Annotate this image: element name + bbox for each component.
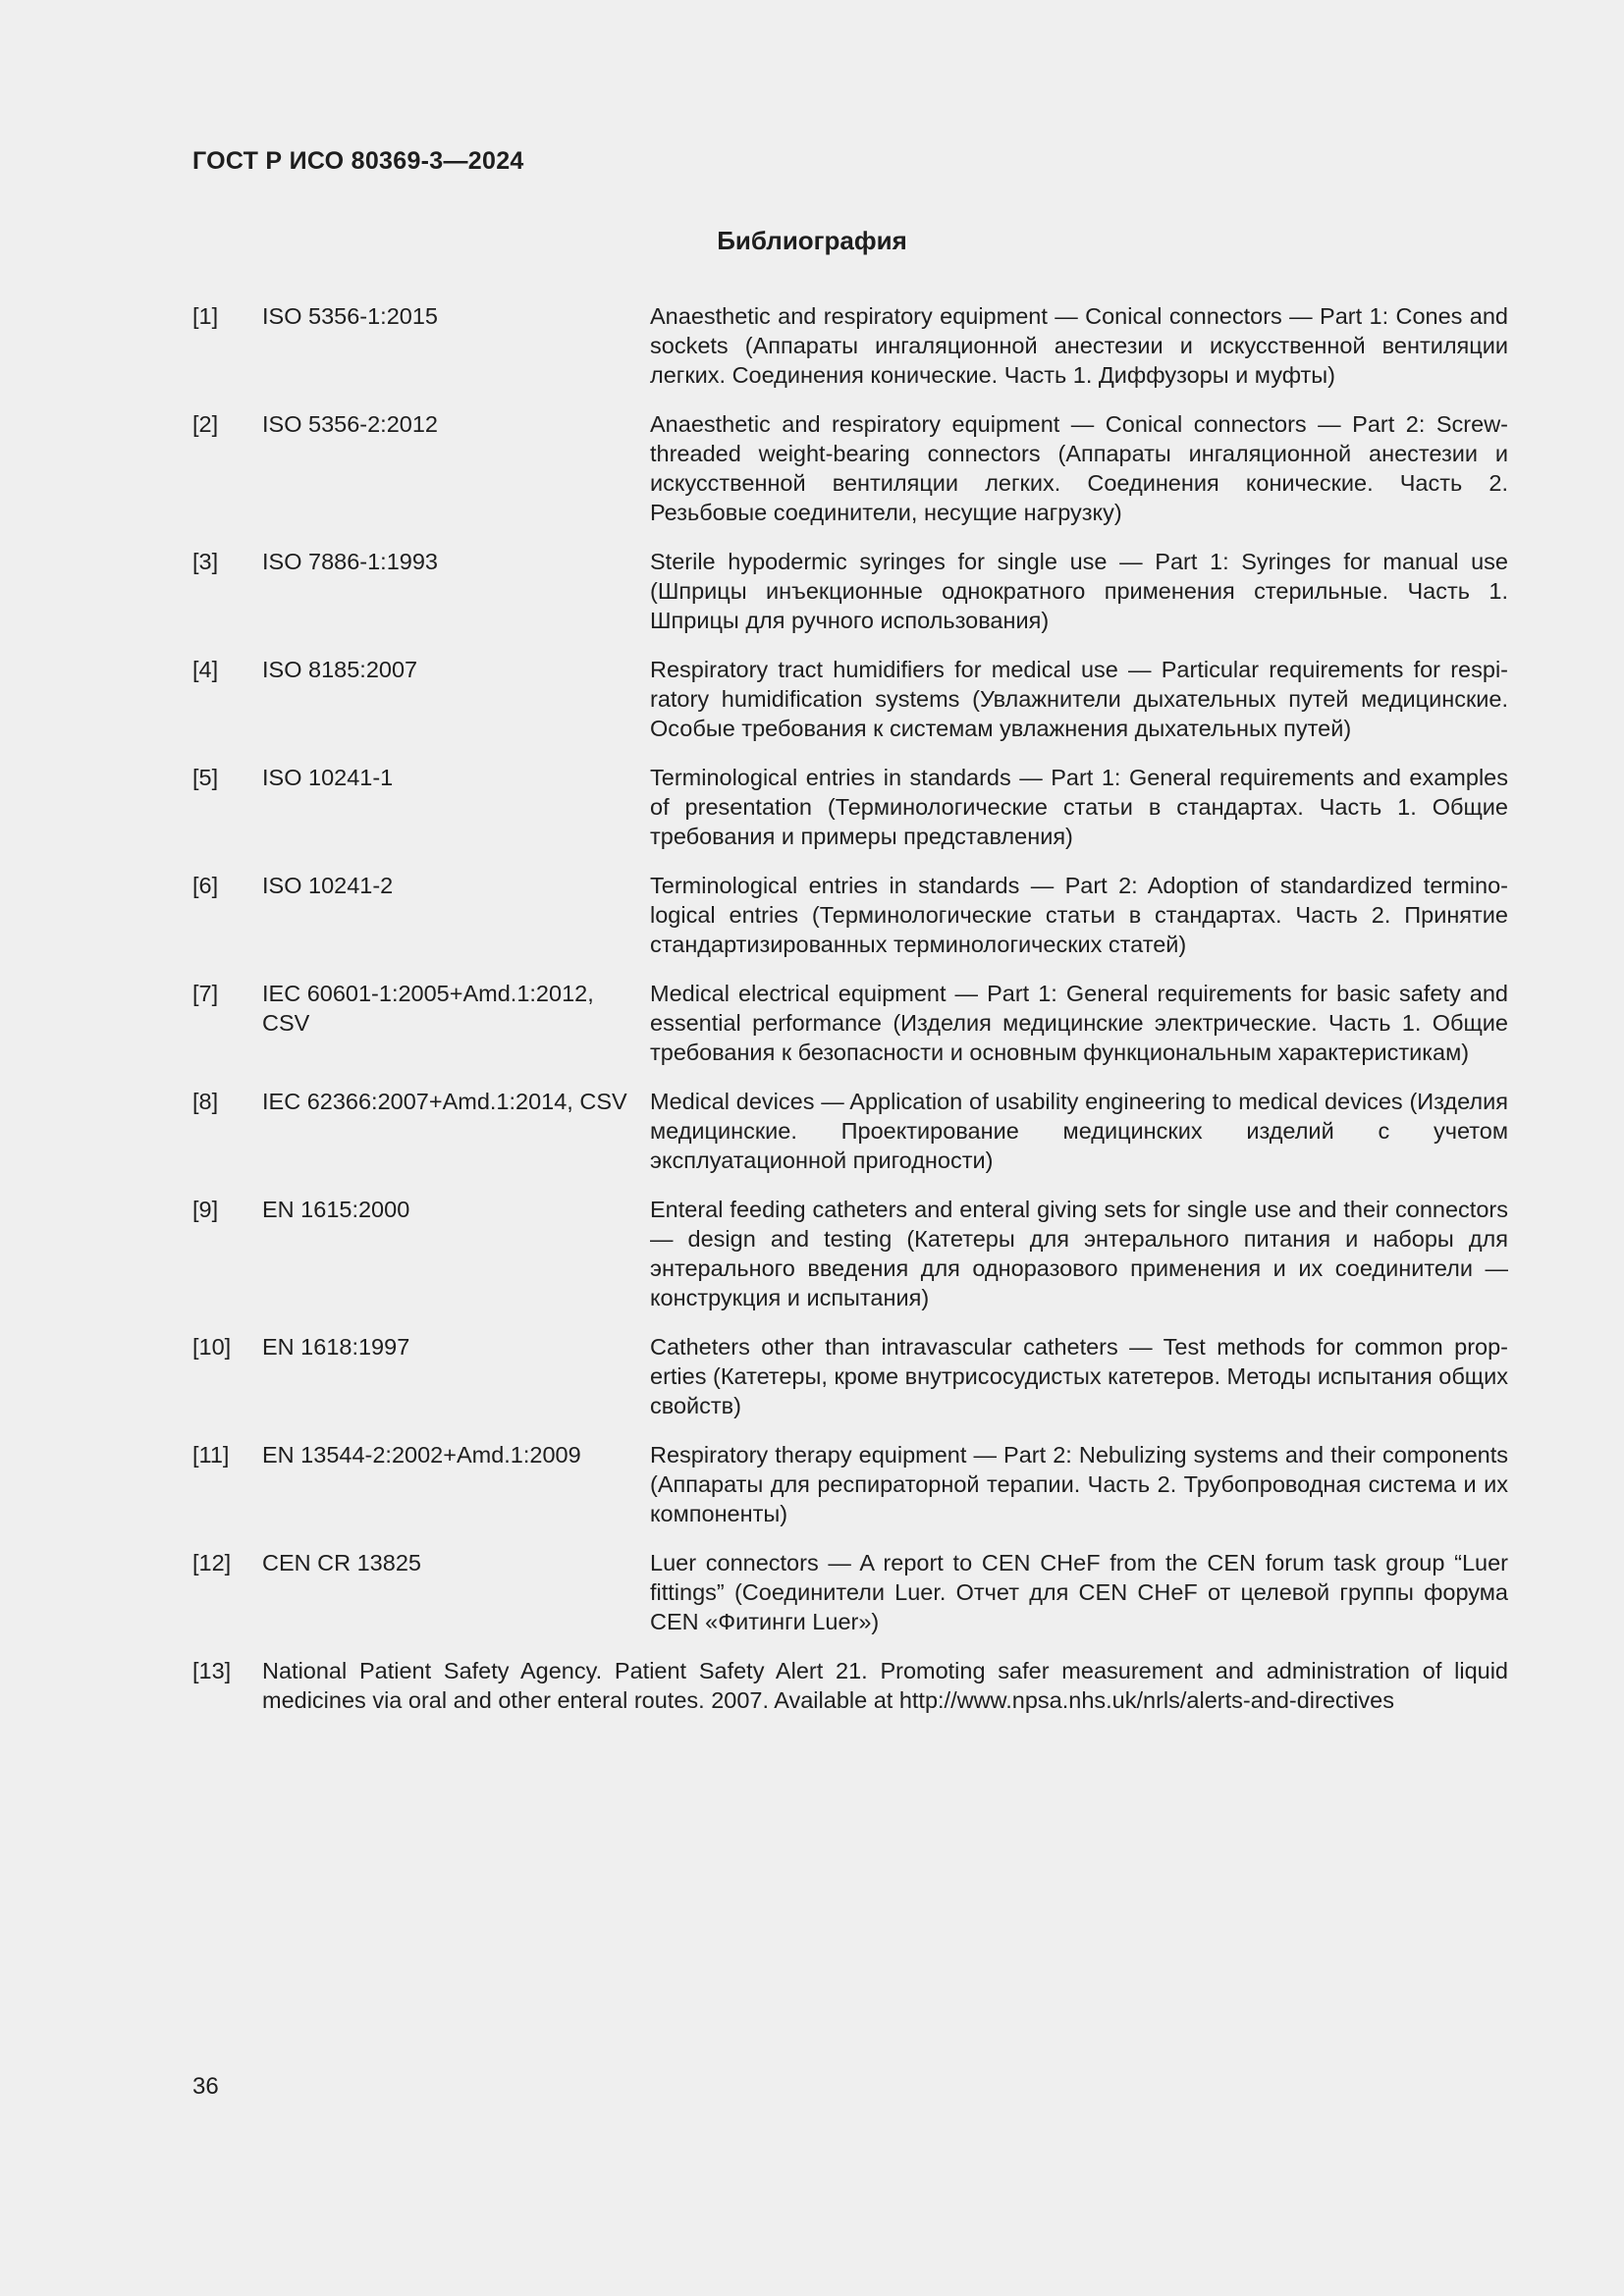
bibliography-entry [192,871,1508,959]
entry-standard-code: ISO 8185:2007 [262,657,418,682]
entry-number: [12] [192,1550,232,1575]
entry-description: Anaesthetic and respiratory equipment — Conical connectors — Part 2: Screw-threaded weight-bearing connectors (Аппараты ингаляционной анестезии и искусственной вентиляции легких. Соединения конические. Часть 2. Резьбовые соединители, несущие нагрузку) [650,411,1508,525]
entry-number: [5] [192,765,219,790]
entry-description: Luer connectors — A report to CEN CHeF from the CEN forum task group “Luer fittings” (Соединители Luer. Отчет для CEN CHeF от целевой группы форума CEN «Фитинги Luer») [650,1550,1508,1634]
entry-number: [8] [192,1089,219,1114]
bibliography-entry [192,1548,1508,1636]
bibliography-entry [192,763,1508,851]
entry-number: [3] [192,549,219,574]
entry-standard-code: CEN CR 13825 [262,1550,421,1575]
entry-standard-code: EN 1615:2000 [262,1197,410,1222]
bibliography-entry [192,979,1508,1067]
entry-description: Medical electrical equipment — Part 1: General requirements for basic safety and essential performance (Изделия медицинские электрические. Часть 1. Общие требования к безопасности и основным функциональным характеристикам) [650,981,1508,1065]
bibliography-entry [192,1195,1508,1312]
entry-number: [11] [192,1442,230,1468]
entry-number: [10] [192,1334,232,1360]
bibliography-list [192,301,1508,1735]
bibliography-entry [192,655,1508,743]
entry-standard-code: ISO 5356-1:2015 [262,303,438,329]
entry-number: [7] [192,981,219,1006]
entry-standard-code: ISO 5356-2:2012 [262,411,438,437]
bibliography-entry [192,409,1508,527]
entry-description: Medical devices — Application of usability engineering to medical devices (Изделия медицинские. Проектирование медицинских изделий с учетом эксплуатационной пригодности) [650,1089,1508,1173]
entry-number: [6] [192,873,219,898]
entry-number: [13] [192,1658,232,1683]
entry-number: [4] [192,657,219,682]
document-header: ГОСТ Р ИСО 80369-3—2024 [192,147,524,175]
bibliography-entry [192,1332,1508,1420]
entry-standard-code: IEC 60601-1:2005+Amd.1:2012, CSV [262,981,594,1036]
entry-description: Sterile hypodermic syringes for single use — Part 1: Syringes for manual use (Шприцы инъекционные однократного применения стерильные. Часть 1. Шприцы для ручного использования) [650,549,1508,633]
entry-description: Respiratory therapy equipment — Part 2: Nebulizing systems and their components (Аппараты для респираторной терапии. Часть 2. Трубопроводная система и их компоненты) [650,1442,1508,1526]
entry-description: Terminological entries in standards — Part 2: Adoption of standardized terminological entries (Терминологические статьи в стандартах. Часть 2. Принятие стандартизированных терминологических статей) [650,873,1508,957]
bibliography-entry [192,1440,1508,1528]
entry-standard-code: ISO 7886-1:1993 [262,549,438,574]
entry-number: [2] [192,411,219,437]
entry-standard-code: EN 13544-2:2002+Amd.1:2009 [262,1442,581,1468]
bibliography-entry [192,301,1508,390]
entry-number: [1] [192,303,219,329]
page-number: 36 [192,2073,219,2100]
bibliography-entry [192,1656,1508,1715]
entry-description: National Patient Safety Agency. Patient Safety Alert 21. Promoting safer measurement and administration of liquid medicines via oral and other enteral routes. 2007. Available at http://www.npsa.nhs.uk/nrls/alerts-and-directives [262,1658,1508,1713]
bibliography-entry [192,1087,1508,1175]
entry-standard-code: EN 1618:1997 [262,1334,410,1360]
entry-description: Respiratory tract humidifiers for medical use — Particular requirements for respiratory humidification systems (Увлажнители дыхательных путей медицинские. Особые требования к системам увлажнения дыхательных путей) [650,657,1508,741]
entry-standard-code: ISO 10241-1 [262,765,394,790]
entry-description: Terminological entries in standards — Part 1: General requirements and examples of presentation (Терминологические статьи в стандартах. Часть 1. Общие требования и примеры представления) [650,765,1508,849]
entry-standard-code: IEC 62366:2007+Amd.1:2014, CSV [262,1089,627,1114]
entry-standard-code: ISO 10241-2 [262,873,394,898]
entry-description: Catheters other than intravascular catheters — Test methods for common properties (Катетеры, кроме внутрисосудистых катетеров. Методы испытания общих свойств) [650,1334,1508,1418]
entry-description: Anaesthetic and respiratory equipment — Conical connectors — Part 1: Cones and sockets (Аппараты ингаляционной анестезии и искусственной вентиляции легких. Соединения конические. Часть 1. Диффузоры и муфты) [650,303,1508,388]
page-title: Библиография [717,226,907,255]
entry-number: [9] [192,1197,219,1222]
bibliography-entry [192,547,1508,635]
entry-description: Enteral feeding catheters and enteral giving sets for single use and their connectors — design and testing (Катетеры для энтерального питания и наборы для энтерального введения для одноразового применения и их соединители — конструкция и испытания) [650,1197,1508,1310]
